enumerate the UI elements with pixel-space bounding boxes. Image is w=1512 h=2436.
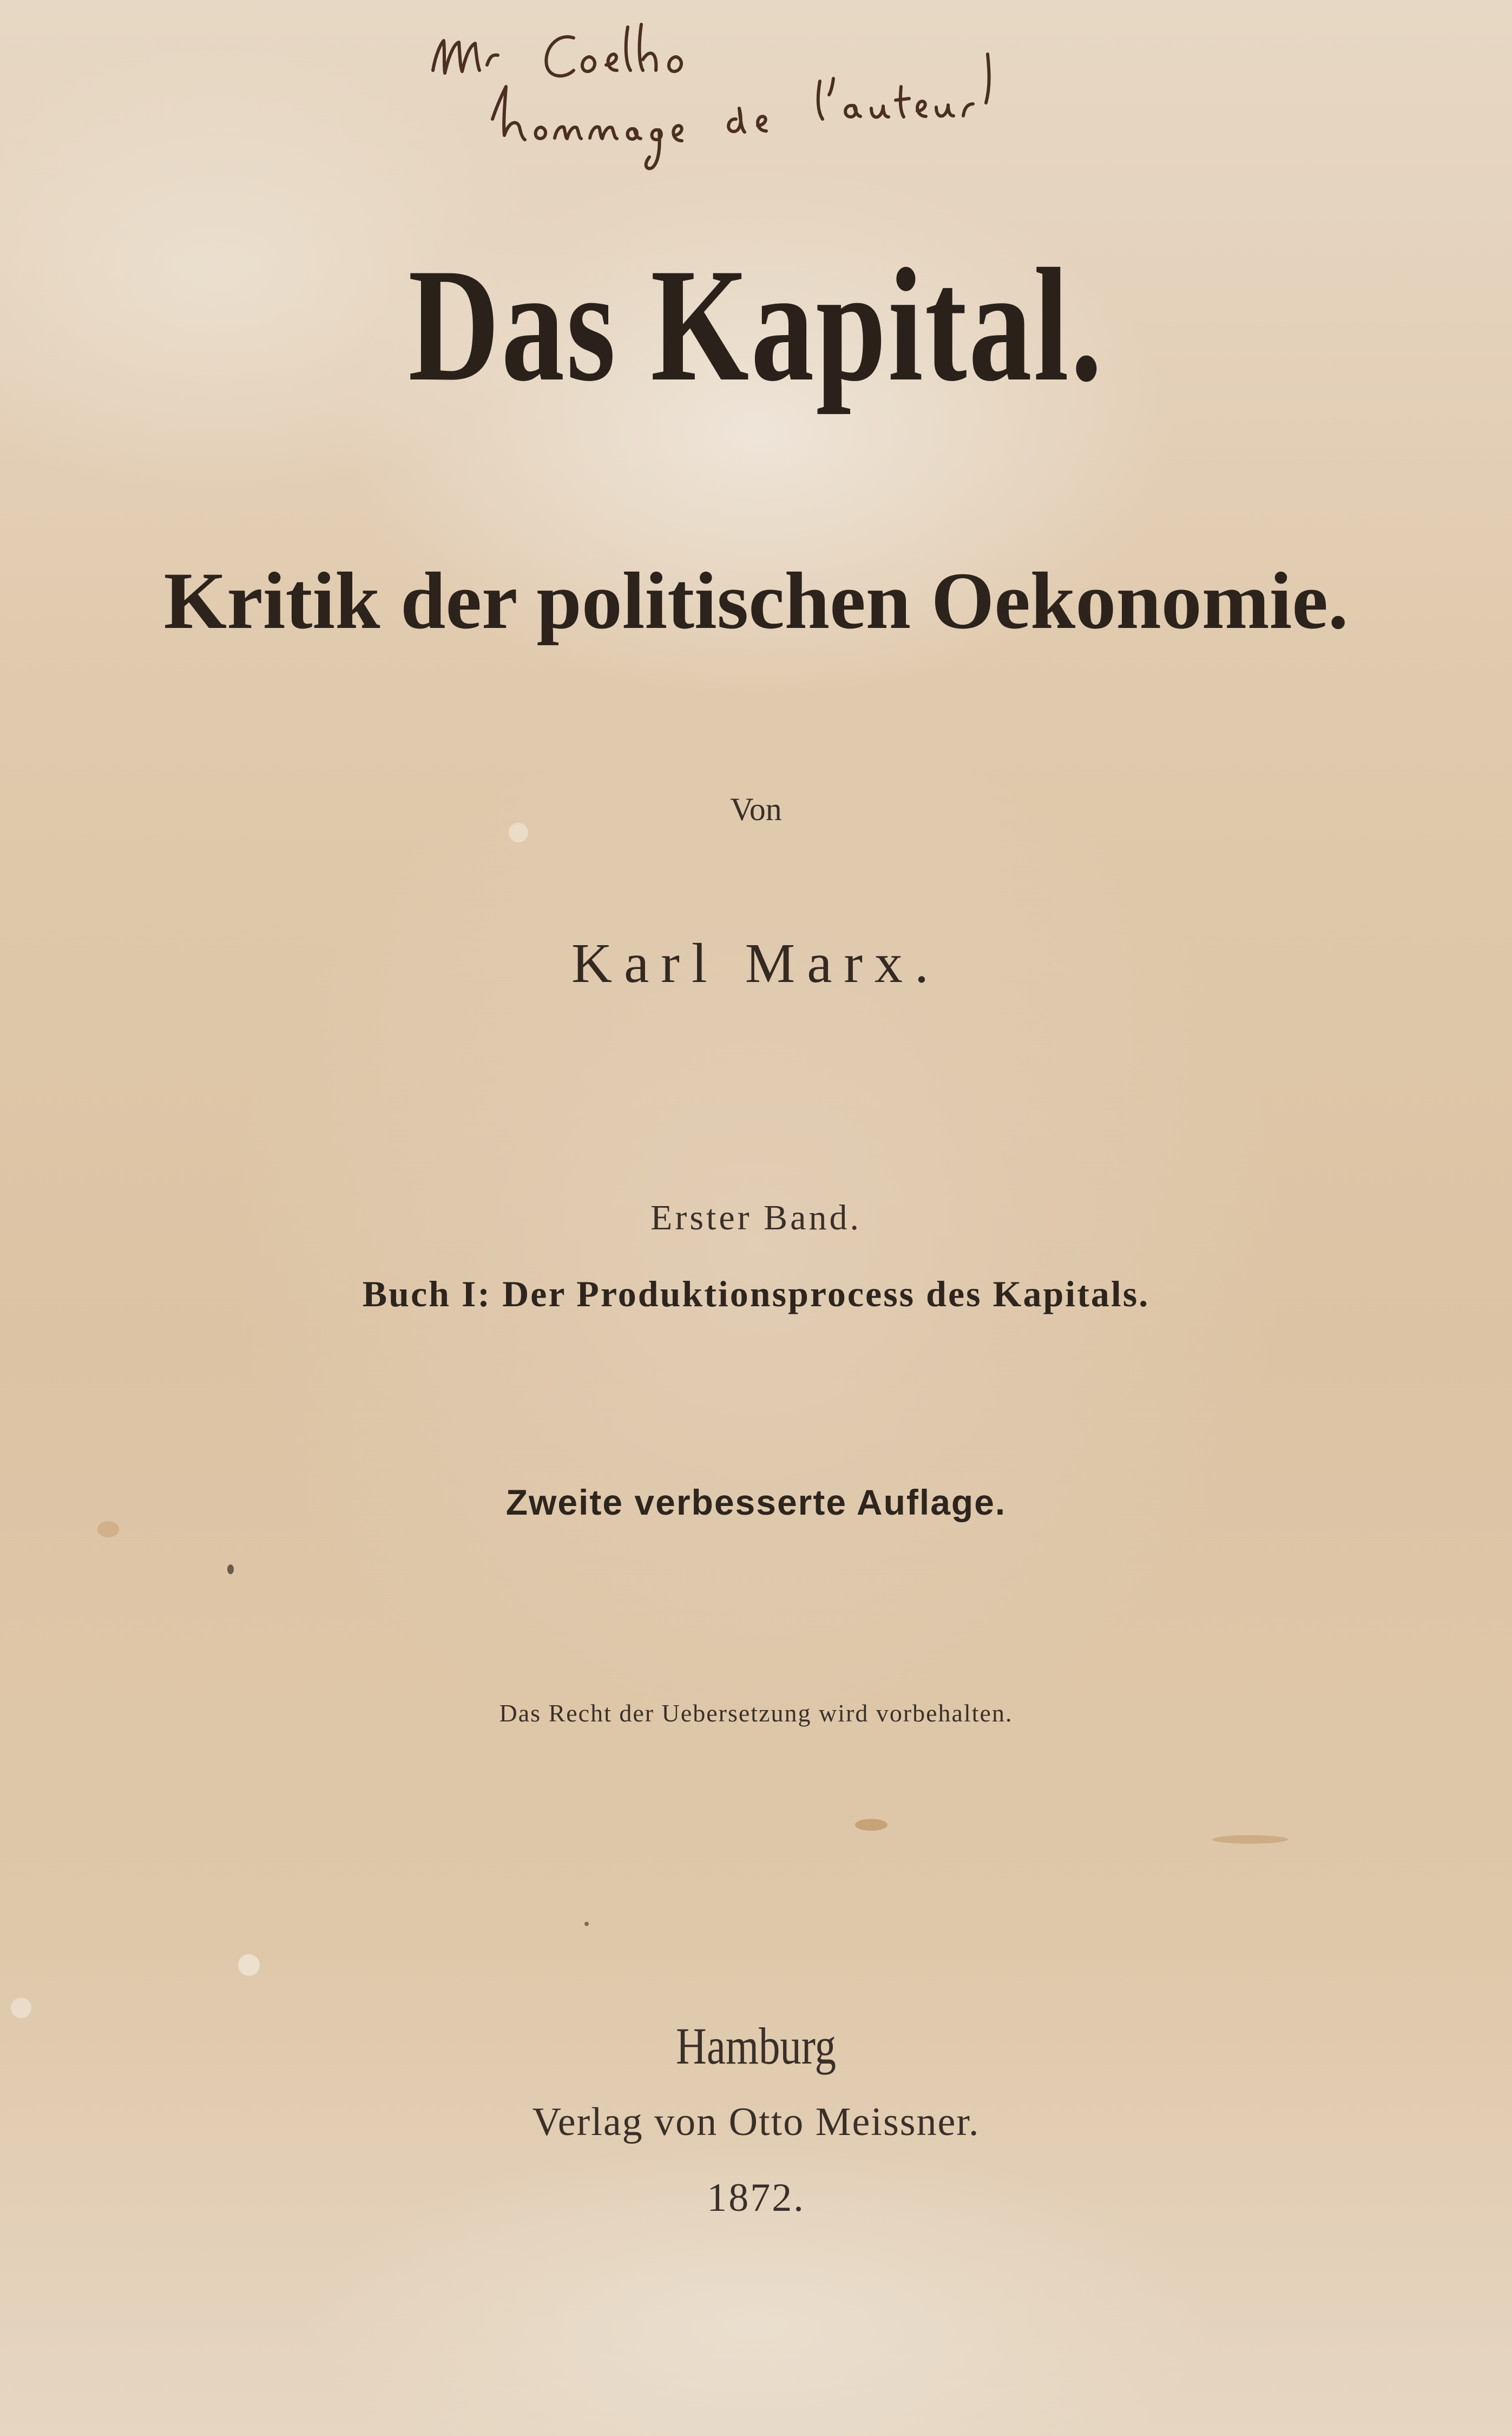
foxing-spot [855, 1819, 888, 1831]
foxing-spot [97, 1521, 119, 1537]
imprint-city: Hamburg [676, 2017, 836, 2075]
volume-label: Erster Band. [650, 1198, 862, 1237]
foxing-spot [584, 1922, 589, 1926]
foxing-spot [238, 1954, 260, 1976]
book-title: Das Kapital. [408, 235, 1104, 415]
book-part-title: Buch I: Der Produktionsprocess des Kapitals. [362, 1273, 1150, 1314]
foxing-spot [509, 823, 528, 842]
rights-notice: Das Recht der Uebersetzung wird vorbehalten. [499, 1699, 1013, 1727]
edition-note: Zweite verbesserte Auflage. [505, 1482, 1007, 1522]
imprint-year: 1872. [707, 2176, 805, 2220]
book-subtitle: Kritik der politischen Oekonomie. [163, 556, 1349, 646]
author-name: Karl Marx. [571, 932, 941, 994]
foxing-spot [1212, 1835, 1288, 1844]
imprint-publisher: Verlag von Otto Meissner. [532, 2100, 980, 2144]
foxing-spot [227, 1564, 234, 1574]
by-line: Von [730, 791, 782, 827]
handwritten-inscription [411, 11, 1061, 189]
foxing-spot [11, 1998, 31, 2018]
